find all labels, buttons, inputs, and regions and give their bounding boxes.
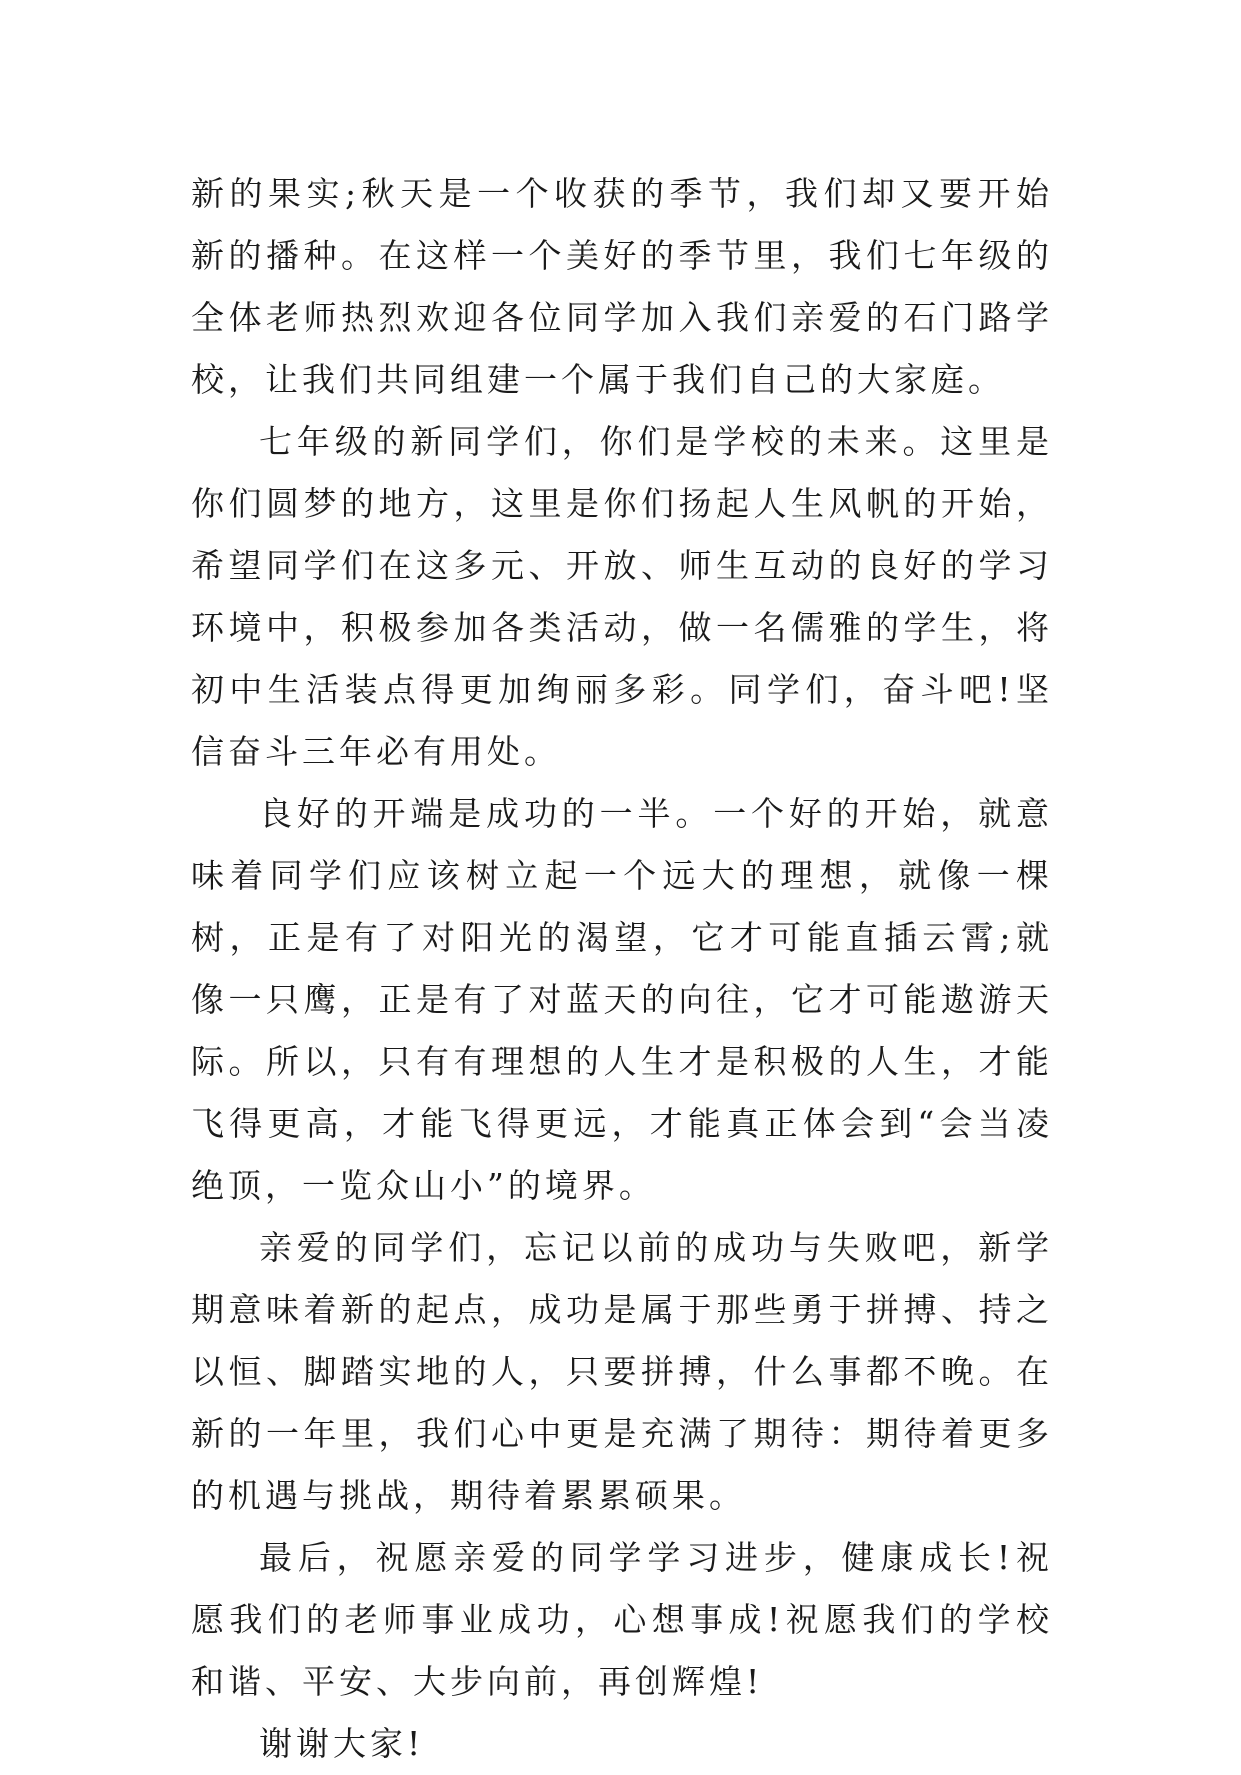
paragraph-4: 亲爱的同学们，忘记以前的成功与失败吧，新学期意味着新的起点，成功是属于那些勇于拼搏、持之以恒、脚踏实地的人，只要拼搏，什么事都不晚。在新的一年里，我们心中更是充满了期待：期待着更多的机遇与挑战，期待着累累硕果。 (191, 1228, 1053, 1515)
paragraph-1: 新的果实;秋天是一个收获的季节，我们却又要开始新的播种。在这样一个美好的季节里，我们七年级的全体老师热烈欢迎各位同学加入我们亲爱的石门路学校，让我们共同组建一个属于我们自己的大家庭。 (191, 174, 1053, 399)
paragraph-closing: 谢谢大家! (259, 1724, 425, 1763)
document-body (191, 163, 1053, 1775)
paragraph-2: 七年级的新同学们，你们是学校的未来。这里是你们圆梦的地方，这里是你们扬起人生风帆的开始，希望同学们在这多元、开放、师生互动的良好的学习环境中，积极参加各类活动，做一名儒雅的学生，将初中生活装点得更加绚丽多彩。同学们，奋斗吧!坚信奋斗三年必有用处。 (191, 422, 1053, 771)
paragraph-3: 良好的开端是成功的一半。一个好的开始，就意味着同学们应该树立起一个远大的理想，就像一棵树，正是有了对阳光的渴望，它才可能直插云霄;就像一只鹰，正是有了对蓝天的向往，它才可能遨游天际。所以，只有有理想的人生才是积极的人生，才能飞得更高，才能飞得更远，才能真正体会到“会当凌绝顶，一览众山小”的境界。 (191, 794, 1053, 1205)
paragraph-5: 最后，祝愿亲爱的同学学习进步，健康成长!祝愿我们的老师事业成功，心想事成!祝愿我们的学校和谐、平安、大步向前，再创辉煌! (191, 1538, 1053, 1701)
